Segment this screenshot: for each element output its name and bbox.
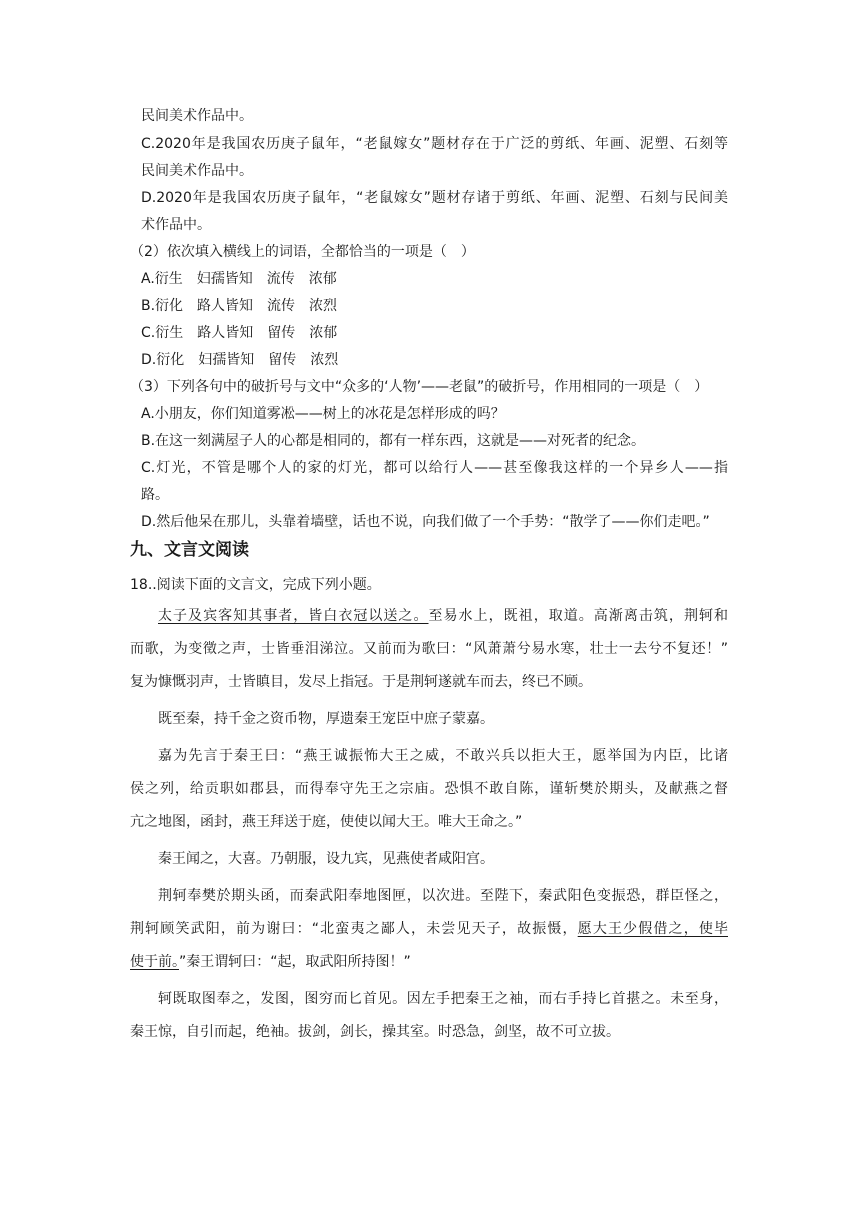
option-c-line1: C.2020年是我国农历庚子鼠年，“老鼠嫁女”题材存在于广泛的剪纸、年画、泥塑、石刻等 (141, 136, 728, 152)
question-3-option-d: D.然后他呆在那儿，头靠着墙壁，话也不说，向我们做了一个手势：“散学了——你们走吧。” (141, 514, 710, 530)
question-2-option-d: D.衍化 妇孺皆知 留传 浓烈 (141, 352, 339, 368)
underlined-sentence-2-part2: 使于前。 (130, 954, 179, 970)
option-d-line2: 术作品中。 (141, 217, 211, 233)
question-3-option-c-line2: 路。 (141, 487, 169, 503)
passage-p1-line1-rest: 至易水上，既祖，取道。高渐离击筑，荆轲和 (428, 608, 729, 624)
passage-p3-line3: 亢之地图，函封，燕王拜送于庭，使使以闻大王。唯大王命之。” (130, 814, 523, 830)
passage-p6-line2: 秦王惊，自引而起，绝袖。拔剑，剑长，操其室。时恐急，剑坚，故不可立拔。 (130, 1024, 620, 1040)
passage-p3-line1: 嘉为先言于秦王曰：“燕王诚振怖大王之威，不敢兴兵以拒大王，愿举国为内臣，比诸 (158, 748, 728, 764)
passage-p1-line3: 复为慷慨羽声，士皆瞋目，发尽上指冠。于是荆轲遂就车而去，终已不顾。 (130, 674, 592, 690)
question-2-option-c: C.衍生 路人皆知 留传 浓郁 (141, 325, 338, 341)
passage-p5-line3-rest: ”秦王谓轲曰：“起，取武阳所持图！” (179, 954, 411, 970)
question-2-option-a: A.衍生 妇孺皆知 流传 浓郁 (141, 271, 337, 287)
question-2-stem: （2）依次填入横线上的词语，全都恰当的一项是（ ） (130, 244, 475, 260)
passage-p1-line1 (158, 606, 728, 626)
option-d-line1: D.2020年是我国农历庚子鼠年，“老鼠嫁女”题材存诸于剪纸、年画、泥塑、石刻与民间美 (141, 190, 728, 206)
passage-p5-line1: 荆轲奉樊於期头函，而秦武阳奉地图匣，以次进。至陛下，秦武阳色变振恐，群臣怪之， (158, 888, 728, 904)
underlined-sentence-1: 太子及宾客知其事者，皆白衣冠以送之。 (158, 608, 429, 624)
question-3-option-c-line1: C.灯光，不管是哪个人的家的灯光，都可以给行人——甚至像我这样的一个异乡人——指 (141, 460, 728, 476)
question-2-option-b: B.衍化 路人皆知 流传 浓烈 (141, 298, 338, 314)
passage-p1-line2: 而歌，为变徵之声，士皆垂泪涕泣。又前而为歌曰：“风萧萧兮易水寒，壮士一去兮不复还！” (130, 641, 728, 657)
question-3-option-b: B.在这一刻满屋子人的心都是相同的，都有一样东西，这就是——对死者的纪念。 (141, 433, 646, 449)
question-18-stem: 18..阅读下面的文言文，完成下列小题。 (130, 577, 381, 593)
option-b-continuation: 民间美术作品中。 (141, 108, 253, 124)
passage-p6-line1: 轲既取图奉之，发图，图穷而匕首见。因左手把秦王之袖，而右手持匕首揕之。未至身， (158, 991, 728, 1007)
passage-p3-line2: 侯之列，给贡职如郡县，而得奉守先王之宗庙。恐惧不敢自陈，谨斩樊於期头，及献燕之督 (130, 781, 728, 797)
passage-p5-line2 (130, 919, 728, 939)
passage-p5-line3 (130, 952, 411, 972)
section-heading: 九、文言文阅读 (130, 540, 249, 560)
passage-p5-line2-plain: 荆轲顾笑武阳，前为谢曰：“北蛮夷之鄙人，未尝见天子，故振慑， (130, 921, 578, 937)
passage-p4: 秦王闻之，大喜。乃朝服，设九宾，见燕使者咸阳宫。 (158, 851, 494, 867)
option-c-line2: 民间美术作品中。 (141, 163, 253, 179)
question-3-option-a: A.小朋友，你们知道雾凇——树上的冰花是怎样形成的吗？ (141, 406, 505, 422)
underlined-sentence-2-part1: 愿大王少假借之，使毕 (577, 921, 728, 937)
question-3-stem: （3）下列各句中的破折号与文中“众多的‘人物’——老鼠”的破折号，作用相同的一项是（ ） (130, 379, 709, 395)
passage-p2: 既至秦，持千金之资币物，厚遗秦王宠臣中庶子蒙嘉。 (158, 711, 494, 727)
